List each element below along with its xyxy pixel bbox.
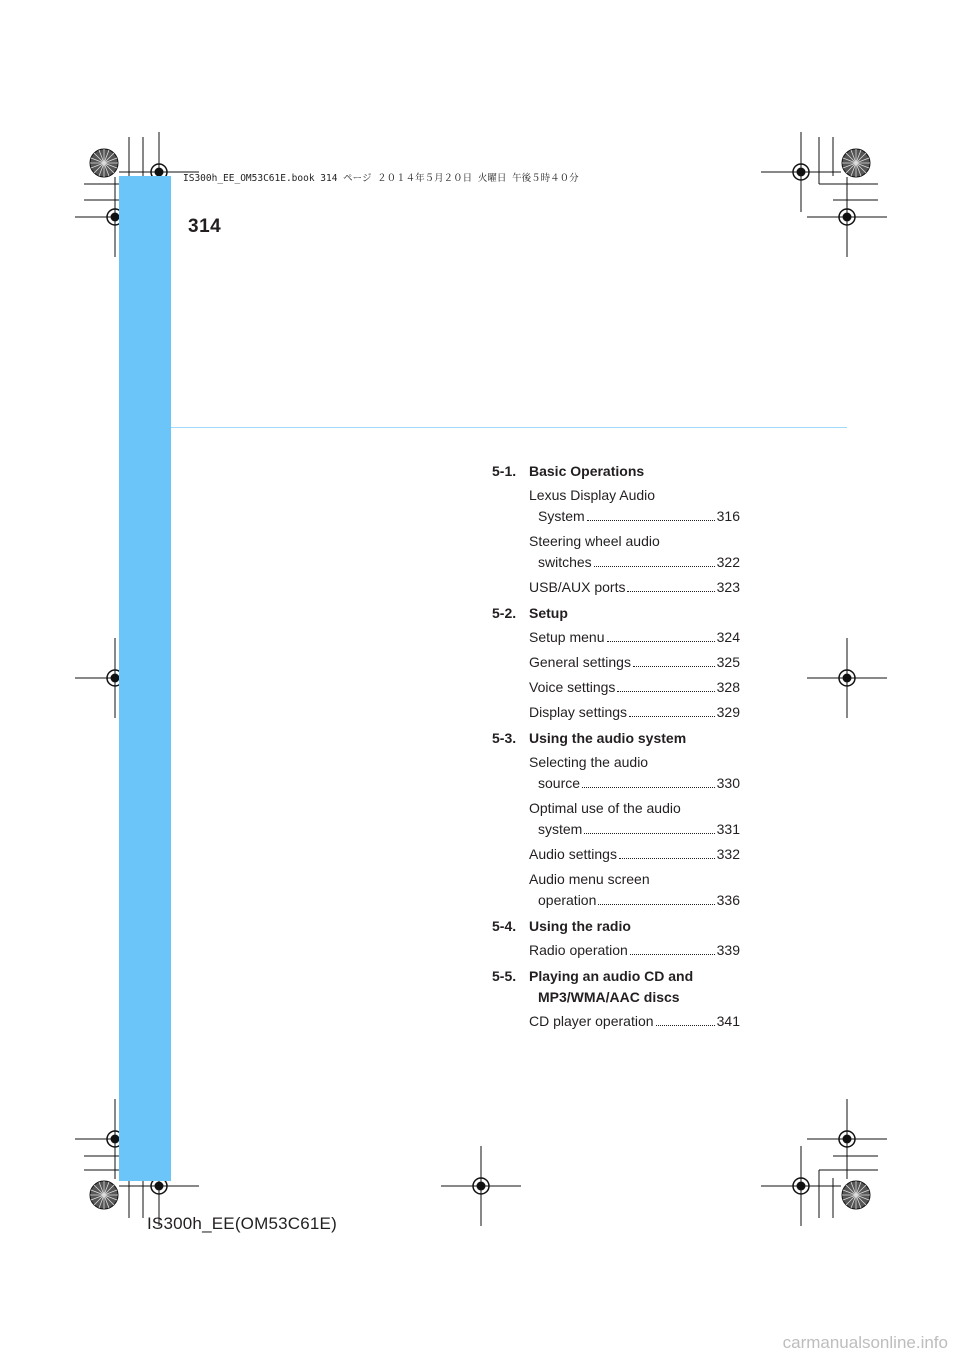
entry-page: 324 (716, 629, 740, 645)
entry-title: General settings (529, 654, 631, 670)
toc-section-5-5[interactable] (492, 968, 740, 1013)
chapter-tab-bar (119, 176, 171, 1181)
section-title: Basic Operations (529, 463, 645, 479)
section-number: 5-2. (492, 605, 517, 621)
page-number: 314 (188, 216, 222, 237)
toc-entry[interactable] (529, 871, 740, 916)
table-of-contents (492, 461, 740, 1038)
entry-title: Selecting the audio (529, 754, 649, 770)
toc-entry[interactable] (529, 704, 740, 728)
section-number: 5-4. (492, 918, 517, 934)
toc-entry[interactable] (529, 533, 740, 578)
toc-entry[interactable] (529, 629, 740, 653)
toc-entry[interactable] (529, 679, 740, 703)
entry-page: 331 (716, 821, 740, 837)
section-title: Setup (529, 605, 568, 621)
entry-title: USB/AUX ports (529, 579, 626, 595)
divider-rule (171, 427, 847, 428)
toc-section-5-4[interactable] (492, 918, 740, 942)
entry-title-cont: source (538, 775, 581, 791)
toc-entry[interactable] (529, 487, 740, 532)
entry-page: 316 (716, 508, 740, 524)
entry-page: 339 (716, 942, 740, 958)
section-number: 5-5. (492, 968, 517, 984)
watermark: carmanualsonline.info (782, 1333, 948, 1352)
section-title: Using the radio (529, 918, 631, 934)
entry-title-cont: operation (538, 892, 597, 908)
toc-entry[interactable] (529, 800, 740, 845)
entry-title: Audio settings (529, 846, 617, 862)
entry-page: 325 (716, 654, 740, 670)
entry-title: Steering wheel audio (529, 533, 660, 549)
entry-page: 328 (716, 679, 740, 695)
entry-title-cont: system (538, 821, 583, 837)
section-number: 5-3. (492, 730, 517, 746)
entry-page: 323 (716, 579, 740, 595)
entry-title: Audio menu screen (529, 871, 650, 887)
section-number: 5-1. (492, 463, 517, 479)
toc-entry[interactable] (529, 846, 740, 870)
entry-title: CD player operation (529, 1013, 654, 1029)
entry-title: Radio operation (529, 942, 628, 958)
toc-entry[interactable] (529, 1013, 740, 1037)
entry-title: Lexus Display Audio (529, 487, 656, 503)
entry-page: 341 (716, 1013, 740, 1029)
section-title: Playing an audio CD and (529, 968, 694, 984)
entry-page: 322 (716, 554, 740, 570)
entry-page: 336 (716, 892, 740, 908)
section-title-cont: MP3/WMA/AAC discs (538, 989, 680, 1005)
print-header-stamp: IS300h_EE_OM53C61E.book 314 ページ ２０１４年５月２０日 火曜日 午後５時４０分 (183, 173, 579, 184)
entry-title-cont: System (538, 508, 585, 524)
entry-page: 329 (716, 704, 740, 720)
toc-entry[interactable] (529, 942, 740, 966)
toc-entry[interactable] (529, 579, 740, 603)
entry-page: 330 (716, 775, 740, 791)
entry-title: Voice settings (529, 679, 616, 695)
entry-title: Optimal use of the audio (529, 800, 681, 816)
toc-section-5-3[interactable] (492, 730, 740, 754)
toc-section-5-2[interactable] (492, 605, 740, 629)
section-title: Using the audio system (529, 730, 687, 746)
entry-page: 332 (716, 846, 740, 862)
toc-section-5-1[interactable] (492, 463, 740, 487)
entry-title-cont: switches (538, 554, 592, 570)
toc-entry[interactable] (529, 754, 740, 799)
document-code: IS300h_EE(OM53C61E) (147, 1214, 337, 1233)
entry-title: Setup menu (529, 629, 605, 645)
toc-entry[interactable] (529, 654, 740, 678)
entry-title: Display settings (529, 704, 628, 720)
